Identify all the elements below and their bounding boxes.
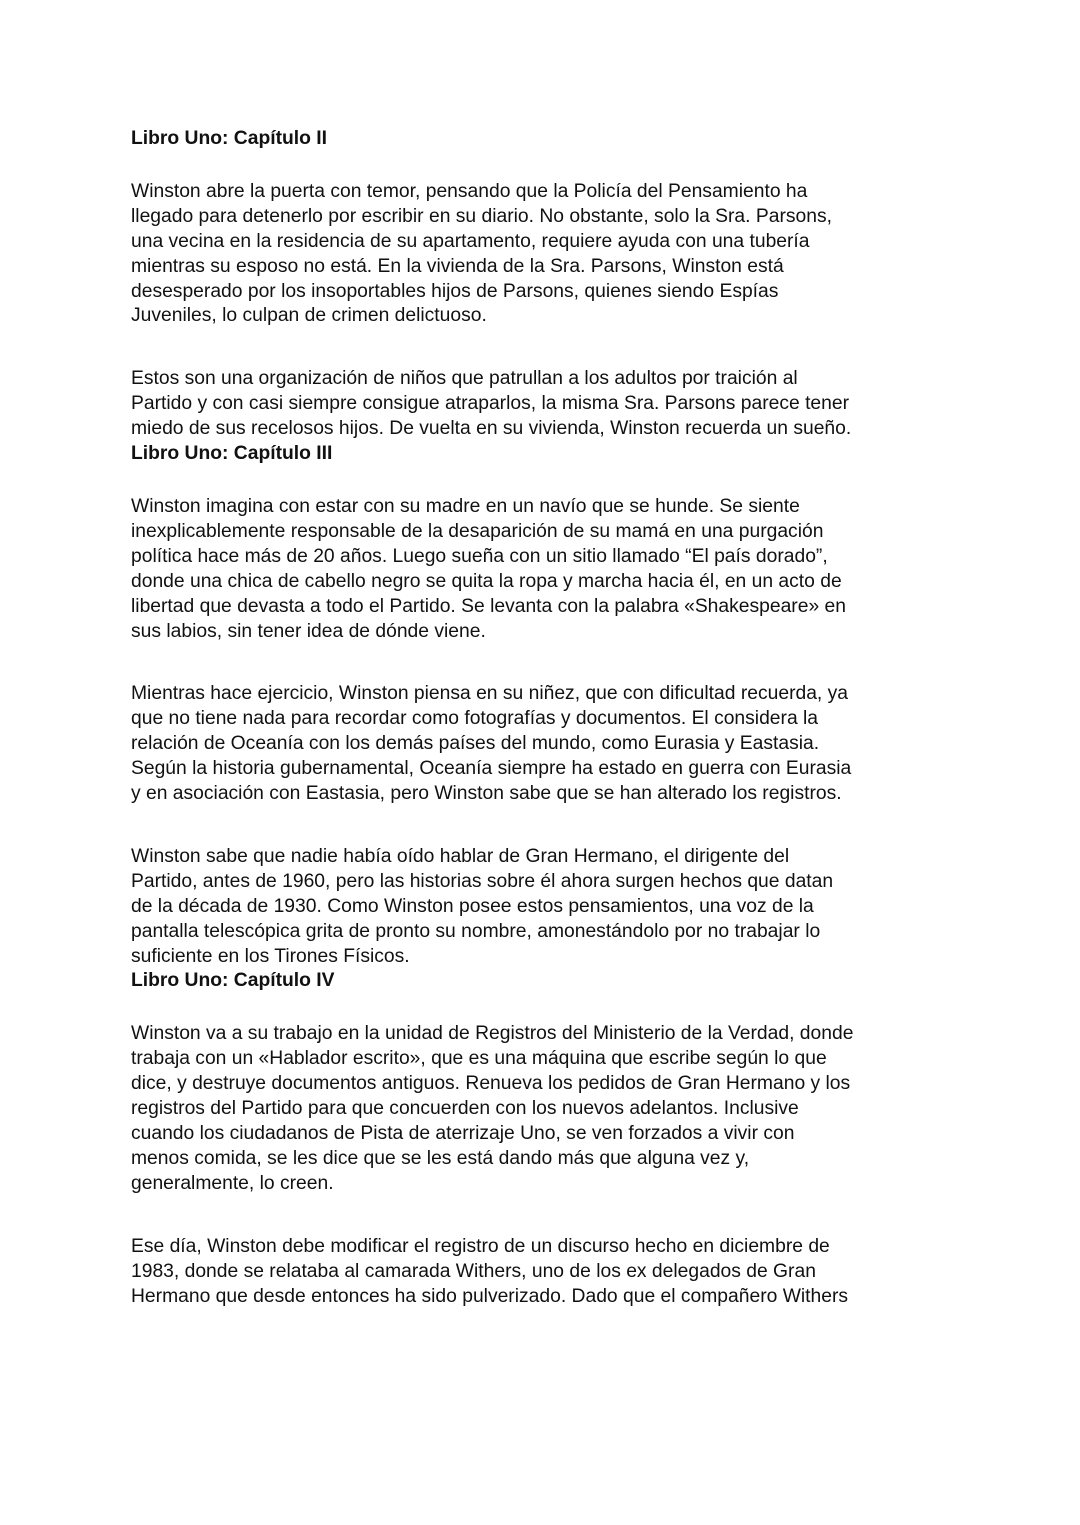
document-page [131,127,961,1309]
text-line: Estos son una organización de niños que patrullan a los adultos por traición al [131,368,798,390]
chapter-heading-2: Libro Uno: Capítulo II [131,128,327,149]
paragraph [131,682,961,807]
text-line: cuando los ciudadanos de Pista de aterrizaje Uno, se ven forzados a vivir con [131,1123,795,1144]
text-line: política hace más de 20 años. Luego sueña con un sitio llamado “El país dorado”, [131,545,828,567]
text-line: Mientras hace ejercicio, Winston piensa en su niñez, que con dificultad recuerda, ya [131,683,849,705]
text-line: Winston abre la puerta con temor, pensando que la Policía del Pensamiento ha [131,180,808,202]
text-line: y en asociación con Eastasia, pero Winston sabe que se han alterado los registros. [131,783,842,805]
text-line: miedo de sus recelosos hijos. De vuelta en su vivienda, Winston recuerda un sueño. [131,418,852,440]
paragraph [131,845,961,970]
text-line: llegado para detenerlo por escribir en su diario. No obstante, solo la Sra. Parsons, [131,205,832,227]
text-line: Ese día, Winston debe modificar el registro de un discurso hecho en diciembre de [131,1235,830,1257]
paragraph [131,1235,961,1310]
text-line: suficiente en los Tirones Físicos. [131,945,410,967]
text-line: donde una chica de cabello negro se quita la ropa y marcha hacia él, en un acto de [131,570,842,592]
text-line: menos comida, se les dice que se les está dando más que alguna vez y, [131,1147,750,1169]
text-line: libertad que devasta a todo el Partido. Se levanta con la palabra «Shakespeare» en [131,595,846,617]
paragraph [131,1022,961,1196]
text-line: dice, y destruye documentos antiguos. Renueva los pedidos de Gran Hermano y los [131,1073,851,1095]
text-line: de la década de 1930. Como Winston posee estos pensamientos, una voz de la [131,895,814,917]
text-line: pantalla telescópica grita de pronto su nombre, amonestándolo por no trabajar lo [131,920,821,942]
text-line: que no tiene nada para recordar como fotografías y documentos. El considera la [131,708,819,730]
text-line: Juveniles, lo culpan de crimen delictuoso. [131,305,487,327]
text-line: trabaja con un «Hablador escrito», que es una máquina que escribe según lo que [131,1048,827,1070]
text-line: mientras su esposo no está. En la vivienda de la Sra. Parsons, Winston está [131,255,784,277]
text-line: desesperado por los insoportables hijos de Parsons, quienes siendo Espías [131,280,779,302]
paragraph [131,367,961,442]
text-line: una vecina en la residencia de su apartamento, requiere ayuda con una tubería [131,230,810,252]
text-line: generalmente, lo creen. [131,1172,334,1194]
text-line: Partido, antes de 1960, pero las historias sobre él ahora surgen hechos que datan [131,870,834,892]
text-line: Winston imagina con estar con su madre en un navío que se hunde. Se siente [131,495,800,517]
text-line: registros del Partido para que concuerden con los nuevos adelantos. Inclusive [131,1098,799,1120]
chapter-heading-3: Libro Uno: Capítulo III [131,443,333,465]
text-line: 1983, donde se relataba al camarada Withers, uno de los ex delegados de Gran [131,1260,816,1282]
text-line: Winston sabe que nadie había oído hablar de Gran Hermano, el dirigente del [131,845,790,867]
text-line: Según la historia gubernamental, Oceanía siempre ha estado en guerra con Eurasia [131,758,852,780]
text-line: Winston va a su trabajo en la unidad de Registros del Ministerio de la Verdad, donde [131,1023,854,1045]
chapter-heading-4: Libro Uno: Capítulo IV [131,970,335,992]
text-line: Partido y con casi siempre consigue atraparlos, la misma Sra. Parsons parece tener [131,393,850,415]
text-line: inexplicablemente responsable de la desaparición de su mamá en una purgación [131,520,824,542]
text-line: sus labios, sin tener idea de dónde viene. [131,620,486,642]
text-line: Hermano que desde entonces ha sido pulverizado. Dado que el compañero Withers [131,1285,849,1307]
text-line: relación de Oceanía con los demás países del mundo, como Eurasia y Eastasia. [131,733,820,755]
paragraph [131,180,961,329]
paragraph [131,495,961,644]
